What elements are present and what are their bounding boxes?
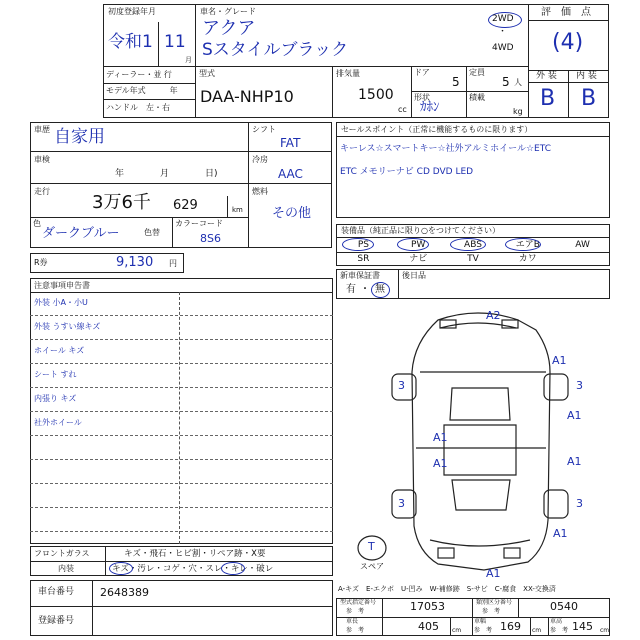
ac-value: AAC — [278, 167, 303, 181]
windshield-text: キズ・飛石・ヒビ割・リペア跡・X要 — [124, 549, 266, 559]
equip-leather: カワ — [518, 254, 537, 264]
reg-label: 初度登録年月 — [108, 7, 156, 16]
kg-unit: kg — [513, 107, 523, 116]
shape-label: 形状 — [414, 93, 430, 102]
reg-month: 11 — [164, 32, 186, 52]
note-text: シート すれ — [34, 370, 77, 379]
divider — [518, 598, 519, 617]
exterior-grade: B — [540, 86, 556, 111]
fuel-value: その他 — [272, 206, 312, 221]
note-text: 外装 うすい線キズ — [34, 322, 101, 331]
capacity-unit: 人 — [514, 78, 522, 87]
selling-line2: ETC メモリーナビ CD DVD LED — [340, 167, 474, 177]
list-item — [30, 460, 333, 484]
class-number-label2: 参 考 — [482, 608, 501, 615]
model-number-label2: 参 考 — [346, 608, 365, 615]
model-number-value: 17053 — [410, 600, 445, 613]
divider — [158, 22, 159, 66]
mileage-main: 3万6千 — [92, 192, 151, 213]
mark-wheel-fr: 3 — [576, 379, 583, 392]
note-text: 内張り キズ — [34, 394, 77, 403]
color-value: ダークブルー — [42, 226, 120, 241]
divider — [103, 83, 195, 84]
interior-sure-circle — [221, 562, 245, 575]
warranty-dot: ・ — [360, 284, 370, 295]
model-year-label: モデル年式 年 — [106, 86, 178, 95]
divider — [466, 66, 467, 118]
door-label: ドア — [414, 68, 430, 77]
divider — [92, 580, 93, 636]
record-label: 後日品 — [402, 271, 426, 280]
equip-abs-circle — [450, 238, 486, 251]
reg-number-label: 登録番号 — [38, 616, 75, 626]
divider — [411, 91, 528, 92]
divider — [248, 151, 332, 152]
mark-left-door: A1 — [433, 457, 448, 470]
load-label: 積載 — [469, 93, 485, 102]
width-label2: 参 考 — [474, 627, 493, 634]
capacity-value: 5 — [502, 75, 510, 89]
divider — [30, 606, 333, 607]
reg-era: 令和1 — [108, 32, 153, 52]
chassis-box — [30, 580, 333, 636]
usage-label: 車歴 — [34, 125, 50, 134]
list-item — [30, 340, 333, 364]
equipment-label: 装備品（純正品に限り○をつけてください） — [341, 226, 500, 235]
divider — [172, 217, 173, 248]
usage-value: 自家用 — [54, 127, 105, 147]
warranty-no-circle — [371, 282, 390, 298]
notes-list — [30, 292, 333, 544]
car-name-label: 車名・グレード — [200, 7, 256, 16]
width-unit: cm — [532, 627, 542, 634]
cc-unit: cc — [398, 105, 407, 114]
list-item — [30, 508, 333, 532]
length-label: 車長 — [346, 618, 359, 625]
divider — [103, 99, 195, 100]
shift-label: シフト — [252, 125, 276, 134]
windshield-label: フロントガラス — [34, 549, 90, 558]
divider — [248, 122, 249, 248]
divider — [472, 617, 473, 636]
mark-front: A2 — [486, 309, 501, 322]
interior-label: 内 装 — [576, 71, 597, 81]
car-name: アクア — [202, 18, 256, 39]
displacement-label: 排気量 — [336, 69, 360, 78]
list-item — [30, 316, 333, 340]
recycle-unit: 円 — [169, 259, 177, 268]
mark-right-mid: A1 — [567, 409, 582, 422]
divider — [548, 617, 549, 636]
divider — [568, 70, 569, 118]
dealer-label: ディーラー・並 行 — [106, 70, 172, 79]
notes-label: 注意事項申告書 — [34, 281, 90, 290]
divider — [528, 4, 529, 118]
divider — [30, 561, 333, 562]
displacement-value: 1500 — [358, 87, 394, 103]
list-item — [30, 412, 333, 436]
color-label: 色 — [33, 219, 41, 228]
mark-wheel-rr: 3 — [576, 497, 583, 510]
list-item — [30, 364, 333, 388]
drive-4wd: 4WD — [492, 43, 514, 53]
equip-pw-circle — [397, 238, 429, 251]
divider — [472, 598, 473, 617]
divider — [30, 151, 248, 152]
equip-ps-circle — [342, 238, 374, 251]
fuel-label: 燃料 — [252, 187, 268, 196]
divider — [450, 617, 451, 636]
equip-aw: AW — [575, 240, 590, 250]
color-code-label: カラーコード — [175, 219, 223, 228]
divider — [528, 20, 609, 21]
km-unit: km — [232, 206, 243, 214]
wheel-fr-frame — [544, 374, 568, 400]
divider — [195, 66, 196, 118]
exterior-label: 外 装 — [536, 71, 557, 81]
mileage-label: 走行 — [34, 187, 50, 196]
grade-label: 評 価 点 — [541, 7, 591, 18]
warranty-yes: 有 — [346, 284, 356, 295]
divider — [398, 269, 399, 299]
chassis-value: 2648389 — [100, 586, 149, 599]
divider — [336, 617, 610, 618]
model-number-label: 型式指定番号 — [340, 599, 377, 606]
length-unit: cm — [452, 627, 462, 634]
interior-kizu-circle — [109, 562, 133, 575]
warranty-label: 新車保証書 — [340, 271, 380, 280]
equipment-row2 — [336, 253, 610, 266]
divider — [30, 183, 248, 184]
capacity-label: 定員 — [469, 68, 485, 77]
class-number-value: 0540 — [550, 600, 578, 613]
warranty-no: 無 — [375, 284, 385, 295]
model-value: DAA-NHP10 — [200, 87, 294, 106]
height-label2: 参 考 — [550, 627, 569, 634]
list-item — [30, 484, 333, 508]
divider — [103, 66, 528, 67]
grade-score: (4) — [552, 30, 584, 55]
divider — [248, 183, 332, 184]
mark-right-door: A1 — [567, 455, 582, 468]
note-text: ホイール キズ — [34, 346, 85, 355]
equip-abs: ABS — [464, 240, 482, 250]
equip-sr: SR — [357, 254, 370, 264]
mark-left-mid: A1 — [433, 431, 448, 444]
divider — [382, 598, 383, 636]
selling-label: セールスポイント（正常に機能するものに限ります） — [341, 125, 533, 134]
wheel-marks — [358, 374, 568, 560]
height-unit: cm — [600, 627, 610, 634]
interior-grade: B — [581, 86, 597, 111]
spare-mark: T — [368, 540, 375, 553]
mark-wheel-rl: 3 — [398, 497, 405, 510]
shift-value: FAT — [280, 136, 301, 150]
color-swap-label: 色替 — [144, 228, 160, 237]
recycle-value: 9,130 — [116, 255, 154, 270]
note-text: 外装 小A・小U — [34, 298, 88, 307]
inspection-text: 年 月 日) — [115, 169, 218, 179]
divider — [332, 66, 333, 118]
note-text: 社外ホイール — [34, 418, 82, 427]
shape-value: ｶﾎﾝ — [420, 100, 440, 115]
height-label: 車高 — [550, 618, 563, 625]
equip-navi: ナビ — [409, 254, 428, 264]
handle-label: ハンドル 左・右 — [106, 103, 170, 112]
mark-right-front: A1 — [552, 354, 567, 367]
divider — [336, 136, 610, 137]
header-grid — [103, 4, 609, 118]
width-value: 169 — [500, 620, 521, 633]
divider — [105, 546, 106, 576]
spare-caption: スペア — [360, 562, 384, 571]
wheel-rr-frame — [544, 490, 568, 518]
width-label: 車幅 — [474, 618, 487, 625]
reg-month-unit: 月 — [185, 56, 192, 64]
equip-airbag: エアB — [515, 240, 540, 250]
divider — [411, 66, 412, 118]
selling-line1: キーレス☆スマートキー☆社外アルミホイール☆ETC — [340, 144, 551, 154]
list-item — [30, 388, 333, 412]
door-value: 5 — [452, 75, 460, 89]
length-value: 405 — [418, 620, 439, 633]
list-item — [30, 292, 333, 316]
equip-airbag-circle — [505, 238, 541, 251]
divider — [30, 217, 248, 218]
equip-pw: PW — [411, 240, 426, 250]
ac-label: 冷房 — [252, 155, 268, 164]
list-item — [30, 436, 333, 460]
divider — [227, 196, 228, 217]
height-value: 145 — [572, 620, 593, 633]
mark-rear: A1 — [486, 567, 501, 580]
interior-text: キズ・汚レ・コゲ・穴・スレ・キレ・破レ — [112, 564, 274, 574]
inspection-label: 車検 — [34, 155, 50, 164]
equip-tv: TV — [467, 254, 479, 264]
drive-2wd: 2WD — [492, 14, 514, 24]
car-grade: Sスタイルブラック — [202, 40, 349, 60]
divider — [530, 617, 531, 636]
divider — [195, 4, 196, 66]
recycle-label: R券 — [34, 258, 48, 267]
color-code: 8S6 — [200, 232, 221, 245]
drive-dot: ・ — [498, 27, 508, 37]
equip-empty — [555, 253, 610, 266]
recycle-box — [30, 253, 184, 273]
mark-right-rear: A1 — [553, 527, 568, 540]
mark-wheel-fl: 3 — [398, 379, 405, 392]
legend-text: A-キズ E-エクボ U-凹み W-補修跡 S-サビ C-腐食 XX-交換済 — [338, 585, 556, 593]
mileage-sub: 629 — [173, 198, 198, 213]
model-label: 型式 — [199, 69, 215, 78]
interior-label-2: 内装 — [58, 564, 74, 573]
length-label2: 参 考 — [346, 627, 365, 634]
equip-ps: PS — [357, 240, 369, 250]
class-number-label: 類別区分番号 — [476, 599, 513, 606]
chassis-label: 車台番号 — [38, 587, 75, 597]
